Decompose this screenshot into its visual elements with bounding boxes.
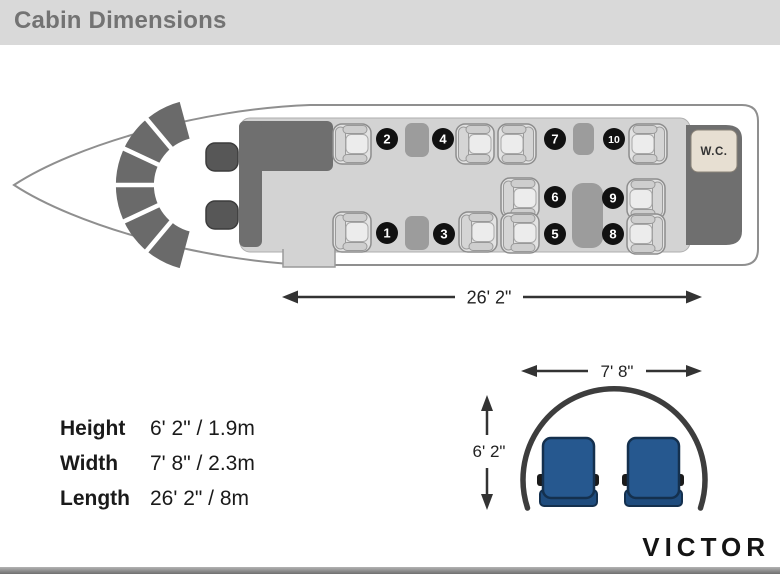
dimension-value: 26' 2" / 8m [150, 487, 250, 510]
dimension-row-height [60, 411, 255, 446]
seat-badge-8: 8 [609, 226, 617, 242]
seat-badge-9: 9 [609, 190, 617, 206]
seat-1 [333, 212, 371, 252]
page-title: Cabin Dimensions [14, 6, 227, 34]
pilot-seat-left [206, 143, 238, 171]
table [405, 216, 429, 250]
arrow-down-icon [481, 494, 493, 510]
table [405, 123, 429, 157]
arrow-left-icon [282, 291, 298, 304]
dimension-row-width [60, 446, 255, 481]
dimension-value: 7' 8" / 2.3m [150, 452, 255, 475]
victor-logo: VICTOR [642, 532, 770, 562]
dimension-label: Height [60, 417, 126, 440]
seat-badge-3: 3 [440, 226, 448, 242]
arrow-left-icon [521, 365, 537, 377]
seat-badge-7: 7 [551, 131, 559, 147]
seat-badge-5: 5 [551, 226, 559, 242]
length-dimension-label: 26' 2" [466, 287, 512, 308]
arrow-up-icon [481, 395, 493, 411]
seat-10 [629, 124, 667, 164]
seat-badge-10: 10 [608, 134, 620, 146]
wc-label: W.C. [700, 146, 728, 158]
dimension-label: Length [60, 487, 130, 510]
cabin-cross-section-diagram [440, 350, 740, 520]
galley-strip [239, 121, 262, 247]
width-dimension-label: 7' 8" [600, 362, 634, 381]
seat-badge-4: 4 [439, 131, 447, 147]
table [573, 123, 594, 155]
header-bar [0, 0, 780, 45]
seat-3 [459, 212, 497, 252]
seat-6 [501, 178, 539, 218]
seat-4 [456, 124, 494, 164]
seat-badge-1: 1 [383, 225, 391, 241]
seat-8 [627, 214, 665, 254]
cross-section-seat-left [537, 438, 599, 506]
seat-badge-2: 2 [383, 131, 391, 147]
dimensions-list [60, 411, 255, 516]
cross-section-seat-right [622, 438, 684, 506]
dimension-value: 6' 2" / 1.9m [150, 417, 255, 440]
seat-9 [627, 179, 665, 219]
aircraft-top-view-diagram [0, 85, 780, 320]
seat-badge-6: 6 [551, 189, 559, 205]
arrow-right-icon [686, 365, 702, 377]
seat-5 [501, 213, 539, 253]
pilot-seat-right [206, 201, 238, 229]
seat-2 [333, 124, 371, 164]
table [572, 183, 603, 248]
bottom-divider [0, 567, 780, 574]
seat-7 [498, 124, 536, 164]
arrow-right-icon [686, 291, 702, 304]
dimension-row-length [60, 481, 255, 516]
entry-door [283, 249, 335, 267]
dimension-label: Width [60, 452, 119, 475]
height-dimension-label: 6' 2" [472, 442, 506, 461]
